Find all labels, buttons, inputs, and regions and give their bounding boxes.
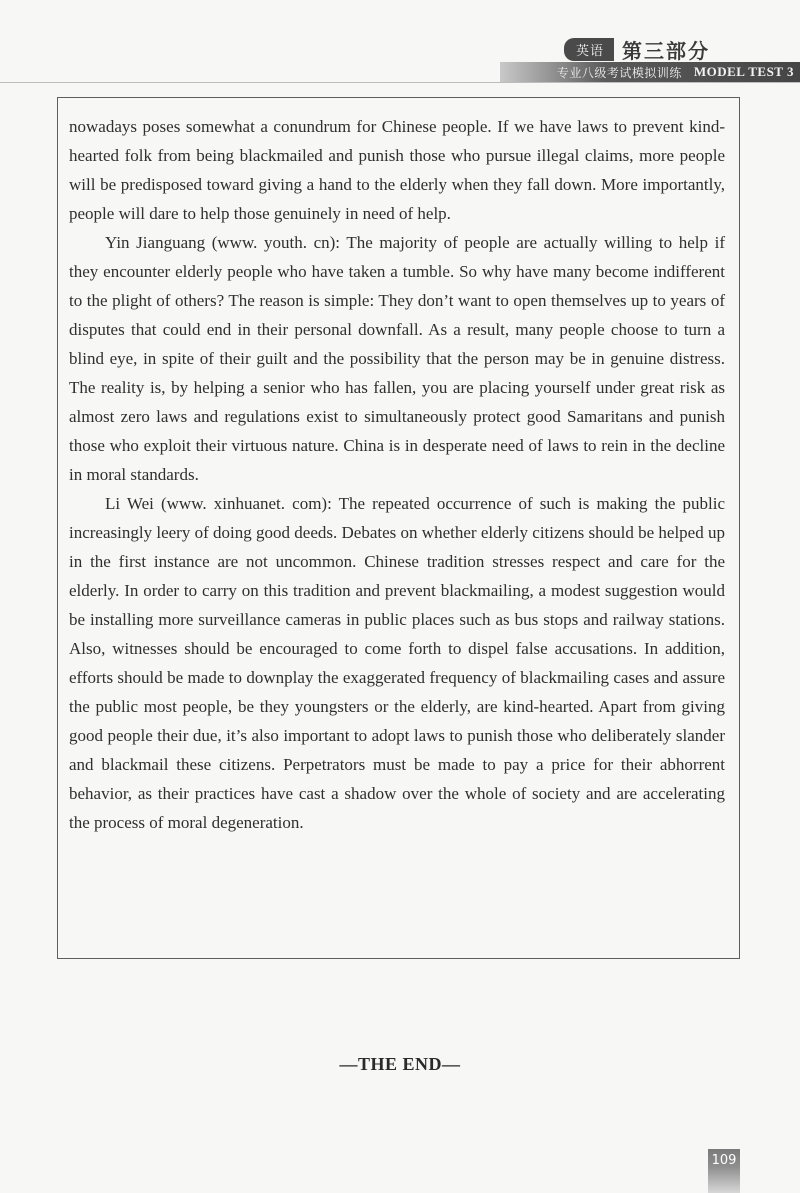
passage-paragraph: nowadays poses somewhat a conundrum for Chinese people. If we have laws to prevent kind-hearted folk from being blackmailed and punish those who pursue illegal claims, more people will be predisposed toward giving a hand to the elderly when they fall down. More importantly, people will dare to help those genuinely in need of help. [69, 117, 725, 223]
passage-box [57, 97, 740, 959]
the-end-label: —THE END— [339, 1054, 461, 1074]
subject-badge: 英语 [564, 38, 614, 61]
header-band [500, 62, 800, 82]
band-english-label: MODEL TEST 3 [693, 64, 794, 79]
part-title: 第三部分 [622, 38, 710, 63]
passage-paragraph: Li Wei (www. xinhuanet. com): The repeated occurrence of such is making the public increasingly leery of doing good deeds. Debates on whether elderly citizens should be helped up in the first instance are not uncommon. Chinese tradition stresses respect and care for the elderly. In order to carry on this tradition and prevent blackmailing, a modest suggestion would be installing more surveillance cameras in public places such as bus stops and railway stations. Also, witnesses should be encouraged to come forth to dispel false accusations. In addition, efforts should be made to downplay the exaggerated frequency of blackmailing cases and assure the public most people, be they youngsters or the elderly, are kind-hearted. Apart from giving good people their due, it’s also important to adopt laws to punish those who deliberately slander and blackmail these citizens. Perpetrators must be made to pay a price for their abhorrent behavior, as their practices have cast a shadow over the whole of society and are accelerating the process of moral degeneration. [69, 494, 725, 832]
passage-paragraph: Yin Jianguang (www. youth. cn): The majority of people are actually willing to help if they encounter elderly people who have taken a tumble. So why have many become indifferent to the plight of others? The reason is simple: They don’t want to open themselves up to years of disputes that could end in their personal downfall. As a result, many people choose to turn a blind eye, in spite of their guilt and the possibility that the person may be in genuine distress. The reality is, by helping a senior who has fallen, you are placing yourself under great risk as almost zero laws and regulations exist to simultaneously protect good Samaritans and punish those who exploit their virtuous nature. China is in desperate need of laws to rein in the decline in moral standards. [69, 233, 725, 484]
header-title-row [480, 36, 800, 62]
band-chinese-label: 专业八级考试模拟训练 [556, 65, 682, 80]
page-number: 109 [708, 1149, 740, 1193]
page-header [0, 0, 800, 84]
header-divider [0, 82, 800, 83]
